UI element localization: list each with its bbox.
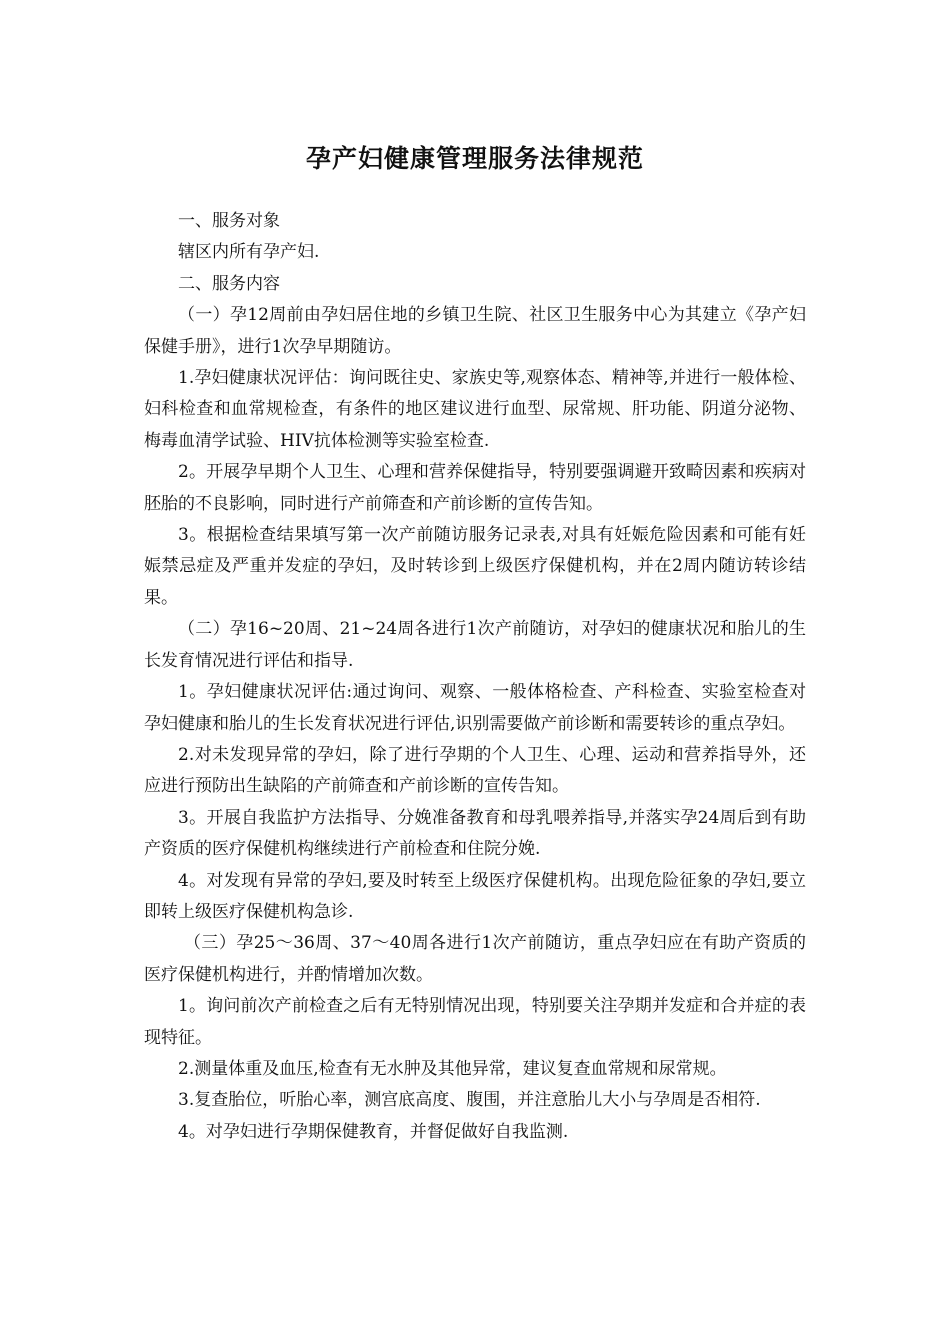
paragraph: 2.对未发现异常的孕妇，除了进行孕期的个人卫生、心理、运动和营养指导外，还应进行预防出生缺陷的产前筛查和产前诊断的宣传告知。 xyxy=(144,744,806,797)
paragraph: 1。询问前次产前检查之后有无特别情况出现，特别要关注孕期并发症和合并症的表现特征。 xyxy=(144,996,806,1048)
paragraph: 3.复查胎位，听胎心率，测宫底高度、腹围，并注意胎儿大小与孕周是否相符. xyxy=(178,1090,761,1111)
subsection-heading: （一）孕12周前由孕妇居住地的乡镇卫生院、社区卫生服务中心为其建立《孕产妇保健手册》，进行1次孕早期随访。 xyxy=(144,305,806,357)
section-heading-service-target: 一、服务对象 xyxy=(178,211,280,231)
document-title: 孕产妇健康管理服务法律规范 xyxy=(305,144,644,173)
subsection-heading: （二）孕16~20周、21~24周各进行1次产前随访，对孕妇的健康状况和胎儿的生长发育情况进行评估和指导. xyxy=(144,619,806,671)
paragraph: 1.孕妇健康状况评估：询问既往史、家族史等,观察体态、精神等,并进行一般体检、妇科检查和血常规检查，有条件的地区建议进行血型、尿常规、肝功能、阴道分泌物、梅毒血清学试验、HIV抗体检测等实验室检查. xyxy=(144,368,806,451)
paragraph: 辖区内所有孕产妇. xyxy=(178,242,320,263)
document-body xyxy=(144,206,806,1148)
paragraph: 2。开展孕早期个人卫生、心理和营养保健指导，特别要强调避开致畸因素和疾病对胚胎的不良影响，同时进行产前筛查和产前诊断的宣传告知。 xyxy=(144,462,806,514)
paragraph: 3。根据检查结果填写第一次产前随访服务记录表,对具有妊娠危险因素和可能有妊娠禁忌症及严重并发症的孕妇，及时转诊到上级医疗保健机构，并在2周内随访转诊结果。 xyxy=(144,525,806,608)
paragraph: 4。对发现有异常的孕妇,要及时转至上级医疗保健机构。出现危险征象的孕妇,要立即转上级医疗保健机构急诊. xyxy=(144,870,806,922)
section-heading-service-content: 二、服务内容 xyxy=(178,273,280,294)
subsection-heading: （三）孕25～36周、37～40周各进行1次产前随访，重点孕妇应在有助产资质的医疗保健机构进行，并酌情增加次数。 xyxy=(144,933,806,985)
paragraph: 1。孕妇健康状况评估:通过询问、观察、一般体格检查、产科检查、实验室检查对孕妇健康和胎儿的生长发育状况进行评估,识别需要做产前诊断和需要转诊的重点孕妇。 xyxy=(144,682,806,734)
paragraph: 4。对孕妇进行孕期保健教育，并督促做好自我监测. xyxy=(178,1121,569,1142)
paragraph: 3。开展自我监护方法指导、分娩准备教育和母乳喂养指导,并落实孕24周后到有助产资质的医疗保健机构继续进行产前检查和住院分娩. xyxy=(144,807,806,860)
paragraph: 2.测量体重及血压,检查有无水肿及其他异常，建议复查血常规和尿常规。 xyxy=(178,1058,727,1079)
